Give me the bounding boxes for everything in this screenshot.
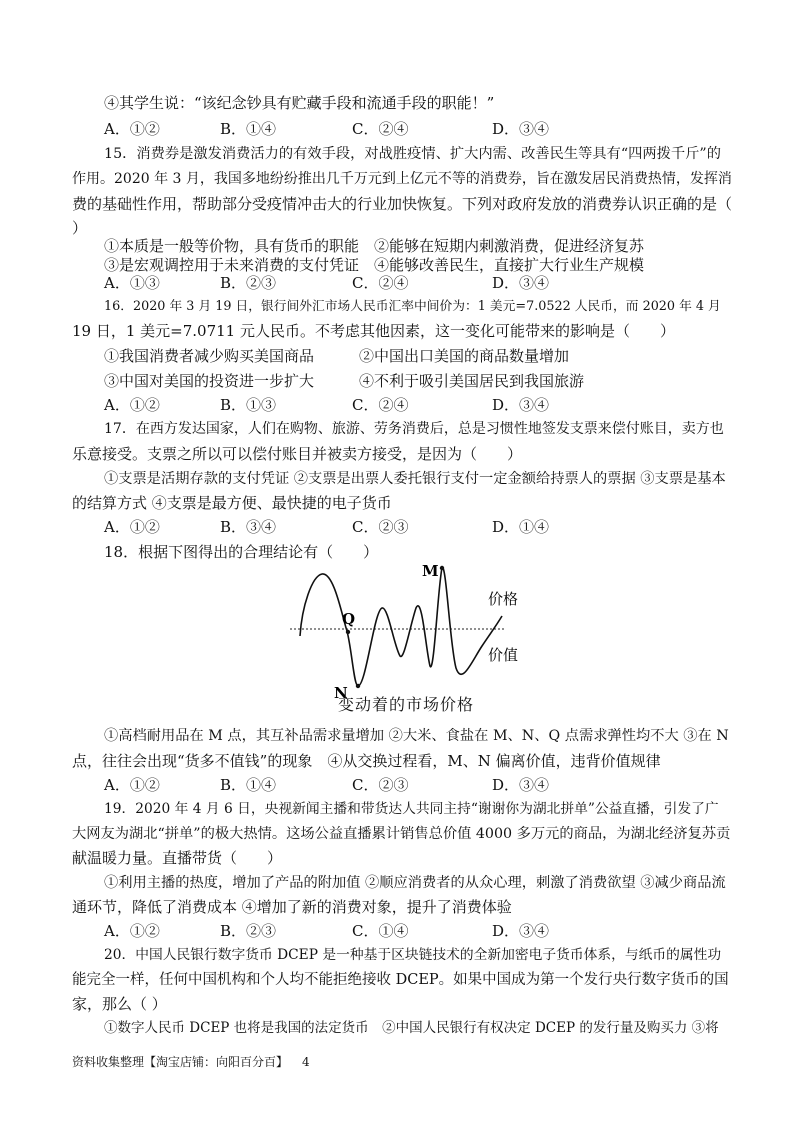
q16-items-line-1: ①我国消费者减少购买美国商品 ②中国出口美国的商品数量增加 <box>104 347 570 365</box>
q17-options <box>104 516 744 538</box>
label-price: 价格 <box>488 590 519 608</box>
point-n <box>356 684 360 688</box>
option-c: C．①④ <box>352 922 409 940</box>
option-a: A．①② <box>104 776 160 794</box>
q18-stem: 18．根据下图得出的合理结论有（ ） <box>104 543 379 561</box>
point-m <box>440 566 444 570</box>
option-b: B．③④ <box>220 518 277 536</box>
page-footer <box>72 1053 310 1071</box>
q16-stem-line-1: 16．2020 年 3 月 19 日，银行间外汇市场人民币汇率中间价为：1 美元=7.0522 人民币，而 2020 年 4 月 <box>104 299 721 314</box>
q16-stem-line-2: 19 日，1 美元=7.0711 元人民币。不考虑其他因素，这一变化可能带来的影响是（ ） <box>72 322 675 340</box>
q19-items-line-2: 通环节，降低了消费成本 ④增加了新的消费对象，提升了消费体验 <box>72 898 512 916</box>
q19-items-line-1: ①利用主播的热度，增加了产品的附加值 ②顺应消费者的从众心理，刺激了消费欲望 ③减少商品流 <box>104 875 726 891</box>
q16-options <box>104 394 744 416</box>
q19-stem-line-1: 19．2020 年 4 月 6 日，央视新闻主播和带货达人共同主持“谢谢你为湖北拼单”公益直播，引发了广 <box>104 801 719 817</box>
q15-items-line-2: ③是宏观调控用于未来消费的支付凭证 ④能够改善民生，直接扩大行业生产规模 <box>104 256 645 274</box>
option-a: A．①② <box>104 922 160 940</box>
q17-stem-line-2: 乐意接受。支票之所以可以偿付账目并被卖方接受，是因为（ ） <box>72 445 523 463</box>
option-a: A．①② <box>104 120 160 138</box>
market-price-figure <box>282 556 522 716</box>
label-m: M <box>422 562 439 580</box>
q19-stem-line-2: 大网友为湖北“拼单”的极大热情。这场公益直播累计销售总价值 4000 多万元的商品，为湖北经济复苏贡 <box>72 826 731 842</box>
option-c: C．②④ <box>352 274 409 292</box>
footer-source: 资料收集整理【淘宝店铺：向阳百分百】 <box>72 1055 289 1069</box>
option-d: D．③④ <box>492 396 550 414</box>
label-value: 价值 <box>488 646 519 664</box>
q15-stem-line-3: 费的基础性作用，帮助部分受疫情冲击大的行业加快恢复。下列对政府发放的消费券认识正确的是（ <box>72 195 733 213</box>
option-a: A．①② <box>104 396 160 414</box>
option-d: D．①④ <box>492 518 550 536</box>
option-a: A．①③ <box>104 274 160 292</box>
q15-stem-line-4: ） <box>72 219 88 237</box>
q15-items-line-1: ①本质是一般等价物，具有货币的职能 ②能够在短期内刺激消费，促进经济复苏 <box>104 237 645 255</box>
q20-stem-line-2: 能完全一样，任何中国机构和个人均不能拒绝接收 DCEP。如果中国成为第一个发行央行数字货币的国 <box>72 972 729 988</box>
page-number: 4 <box>302 1055 310 1069</box>
q15-options <box>104 272 744 294</box>
figure-caption: 变动着的市场价格 <box>338 695 475 714</box>
q17-items-line-1: ①支票是活期存款的支付凭证 ②支票是出票人委托银行支付一定金额给持票人的票据 ③支票是基本 <box>104 471 726 487</box>
q18-options <box>104 774 744 796</box>
option-b: B．②③ <box>220 274 277 292</box>
q19-stem-line-3: 献温暖力量。直播带货（ ） <box>72 849 283 867</box>
option-a: A．①② <box>104 518 160 536</box>
option-b: B．①④ <box>220 120 277 138</box>
label-q: Q <box>342 610 356 628</box>
q20-items-line-1: ①数字人民币 DCEP 也将是我国的法定货币 ②中国人民银行有权决定 DCEP 的发行量及购买力 ③将 <box>104 1020 719 1036</box>
q18-items-line-2: 点，往往会出现“货多不值钱”的现象 ④从交换过程看，M、N 偏离价值，违背价值规律 <box>72 752 661 770</box>
q17-stem-line-1: 17．在西方发达国家，人们在购物、旅游、劳务消费后，总是习惯性地签发支票来偿付账目，卖方也 <box>104 421 724 437</box>
q15-stem-line-1: 15．消费券是激发消费活力的有效手段，对战胜疫情、扩大内需、改善民生等具有“四两拨千斤”的 <box>104 146 721 162</box>
q15-stem-line-2: 作用。2020 年 3 月，我国多地纷纷推出几千万元到上亿元不等的消费券，旨在激发居民消费热情，发挥消 <box>72 171 732 187</box>
option-c: C．②④ <box>352 120 409 138</box>
option-d: D．③④ <box>492 274 550 292</box>
label-n: N <box>334 684 348 702</box>
option-d: D．③④ <box>492 776 550 794</box>
option-d: D．③④ <box>492 922 550 940</box>
option-b: B．①④ <box>220 776 277 794</box>
q20-stem-line-1: 20．中国人民银行数字货币 DCEP 是一种基于区块链技术的全新加密电子货币体系，与纸币的属性功 <box>104 947 722 963</box>
q14-item-4: ④其学生说：“该纪念钞具有贮藏手段和流通手段的职能！” <box>104 94 495 112</box>
option-c: C．②④ <box>352 396 409 414</box>
option-b: B．②③ <box>220 922 277 940</box>
point-q <box>346 630 350 634</box>
q14-options <box>104 118 744 140</box>
option-c: C．②③ <box>352 518 409 536</box>
q16-items-line-2: ③中国对美国的投资进一步扩大 ④不利于吸引美国居民到我国旅游 <box>104 372 585 390</box>
q20-stem-line-3: 家，那么（ ） <box>72 995 167 1013</box>
price-curve <box>300 568 502 686</box>
option-d: D．③④ <box>492 120 550 138</box>
option-c: C．②③ <box>352 776 409 794</box>
option-b: B．①③ <box>220 396 277 414</box>
q17-items-line-2: 的结算方式 ④支票是最方便、最快捷的电子货币 <box>72 494 392 512</box>
q19-options <box>104 920 744 942</box>
q18-items-line-1: ①高档耐用品在 M 点，其互补品需求量增加 ②大米、食盐在 M、N、Q 点需求弹性均不大 ③在 N <box>104 728 729 744</box>
